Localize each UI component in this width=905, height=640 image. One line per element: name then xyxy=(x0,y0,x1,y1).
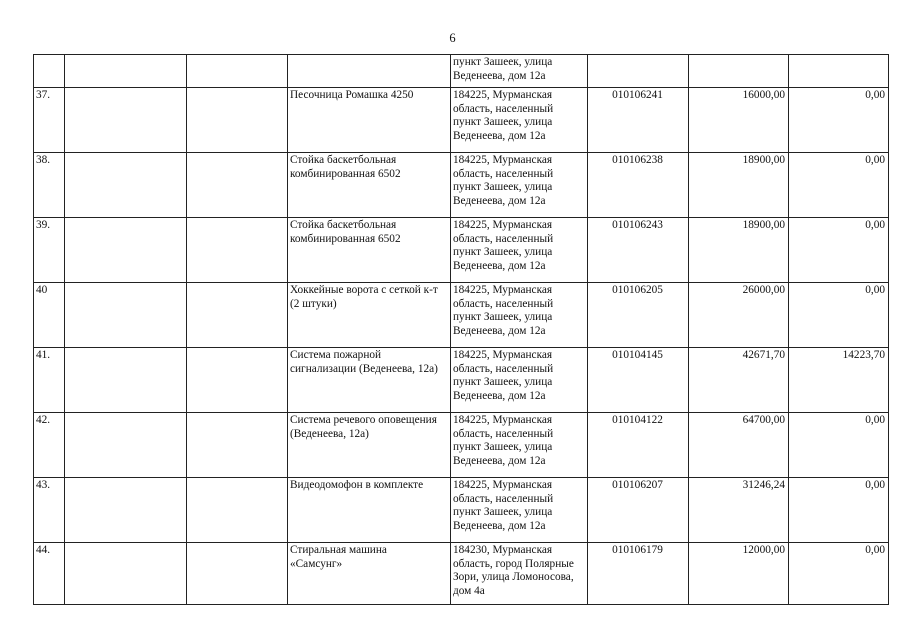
name-line: Стойка баскетбольная xyxy=(290,219,397,231)
address-line: Веденеева, дом 12а xyxy=(453,129,546,142)
name-cell xyxy=(288,348,451,413)
residual-cell: 0,00 xyxy=(789,283,889,348)
residual-cell: 0,00 xyxy=(789,478,889,543)
name-cell xyxy=(288,55,451,88)
table-row xyxy=(34,153,889,218)
address-cell xyxy=(451,218,588,283)
address-line: область, населенный xyxy=(453,427,554,440)
name-cell xyxy=(288,88,451,153)
name-line: сигнализации (Веденеева, 12а) xyxy=(290,362,438,375)
name-line: Видеодомофон в комплекте xyxy=(290,479,424,491)
property-register-table xyxy=(33,54,889,605)
cost-cell: 16000,00 xyxy=(689,88,789,153)
cost-cell: 12000,00 xyxy=(689,543,789,605)
number-cell: 37. xyxy=(34,88,65,153)
continuation-row xyxy=(34,55,889,88)
cost-cell xyxy=(689,55,789,88)
address-cell xyxy=(451,88,588,153)
name-cell xyxy=(288,543,451,605)
number-cell: 44. xyxy=(34,543,65,605)
inventory-cell: 010106241 xyxy=(588,88,689,153)
number-cell: 40 xyxy=(34,283,65,348)
empty-cell xyxy=(65,55,187,88)
address-line: Веденеева, дом 12а xyxy=(453,519,546,532)
name-line: (Веденеева, 12а) xyxy=(290,427,369,440)
address-line: пункт Зашеек, улица xyxy=(453,181,553,194)
address-line: область, населенный xyxy=(453,102,554,115)
address-line: 184225, Мурманская xyxy=(453,349,553,361)
empty-cell xyxy=(65,283,187,348)
residual-cell xyxy=(789,55,889,88)
empty-cell xyxy=(187,218,288,283)
address-line: 184225, Мурманская xyxy=(453,89,553,101)
address-cell xyxy=(451,413,588,478)
residual-cell: 14223,70 xyxy=(789,348,889,413)
name-line: «Самсунг» xyxy=(290,557,343,570)
empty-cell xyxy=(187,88,288,153)
address-line: пункт Зашеек, улица xyxy=(453,376,553,389)
address-line: пункт Зашеек, улица xyxy=(453,506,553,519)
address-cell xyxy=(451,348,588,413)
name-line: Стиральная машина xyxy=(290,544,387,556)
empty-cell xyxy=(187,478,288,543)
address-line: 184225, Мурманская xyxy=(453,219,553,231)
number-cell: 38. xyxy=(34,153,65,218)
address-line: Веденеева, дом 12а xyxy=(453,194,546,207)
address-cell xyxy=(451,478,588,543)
empty-cell xyxy=(187,153,288,218)
address-line: Веденеева, дом 12а xyxy=(453,324,546,337)
name-cell xyxy=(288,218,451,283)
empty-cell xyxy=(65,543,187,605)
address-line: пункт Зашеек, улица xyxy=(453,56,553,68)
inventory-cell: 010104122 xyxy=(588,413,689,478)
empty-cell xyxy=(65,348,187,413)
table-row xyxy=(34,478,889,543)
address-line: пункт Зашеек, улица xyxy=(453,441,553,454)
name-cell xyxy=(288,153,451,218)
address-line: Веденеева, дом 12а xyxy=(453,454,546,467)
address-cell xyxy=(451,543,588,605)
inventory-cell xyxy=(588,55,689,88)
empty-cell xyxy=(187,543,288,605)
name-line: Хоккейные ворота с сеткой к-т xyxy=(290,284,438,296)
name-line: комбинированная 6502 xyxy=(290,167,401,180)
inventory-cell: 010106205 xyxy=(588,283,689,348)
cost-cell: 26000,00 xyxy=(689,283,789,348)
empty-cell xyxy=(187,348,288,413)
cost-cell: 64700,00 xyxy=(689,413,789,478)
residual-cell: 0,00 xyxy=(789,88,889,153)
address-cell xyxy=(451,55,588,88)
inventory-cell: 010104145 xyxy=(588,348,689,413)
address-cell xyxy=(451,153,588,218)
empty-cell xyxy=(65,88,187,153)
name-cell xyxy=(288,283,451,348)
address-line: 184225, Мурманская xyxy=(453,284,553,296)
inventory-cell: 010106238 xyxy=(588,153,689,218)
inventory-cell: 010106207 xyxy=(588,478,689,543)
empty-cell xyxy=(187,413,288,478)
address-line: 184225, Мурманская xyxy=(453,479,553,491)
address-line: 184225, Мурманская xyxy=(453,154,553,166)
address-line: область, населенный xyxy=(453,297,554,310)
empty-cell xyxy=(65,153,187,218)
cost-cell: 18900,00 xyxy=(689,153,789,218)
address-line: Зори, улица Ломоносова, xyxy=(453,571,574,584)
table-row xyxy=(34,88,889,153)
table-row xyxy=(34,218,889,283)
address-line: пункт Зашеек, улица xyxy=(453,311,553,324)
number-cell: 42. xyxy=(34,413,65,478)
address-line: область, город Полярные xyxy=(453,557,574,570)
empty-cell xyxy=(187,283,288,348)
number-cell xyxy=(34,55,65,88)
number-cell: 39. xyxy=(34,218,65,283)
address-line: область, населенный xyxy=(453,232,554,245)
page-number: 6 xyxy=(449,31,456,45)
address-line: область, населенный xyxy=(453,492,554,505)
empty-cell xyxy=(65,413,187,478)
address-line: Веденеева, дом 12а xyxy=(453,259,546,272)
cost-cell: 42671,70 xyxy=(689,348,789,413)
empty-cell xyxy=(65,218,187,283)
residual-cell: 0,00 xyxy=(789,413,889,478)
name-line: Система речевого оповещения xyxy=(290,414,437,426)
address-line: область, населенный xyxy=(453,362,554,375)
inventory-cell: 010106243 xyxy=(588,218,689,283)
number-cell: 41. xyxy=(34,348,65,413)
name-line: Система пожарной xyxy=(290,349,382,361)
name-cell xyxy=(288,478,451,543)
empty-cell xyxy=(65,478,187,543)
table-row xyxy=(34,413,889,478)
name-line: комбинированная 6502 xyxy=(290,232,401,245)
address-line: Веденеева, дом 12а xyxy=(453,69,546,82)
address-cell xyxy=(451,283,588,348)
cost-cell: 31246,24 xyxy=(689,478,789,543)
table-row xyxy=(34,283,889,348)
name-line: (2 штуки) xyxy=(290,297,337,310)
address-line: пункт Зашеек, улица xyxy=(453,246,553,259)
address-line: область, населенный xyxy=(453,167,554,180)
residual-cell: 0,00 xyxy=(789,218,889,283)
number-cell: 43. xyxy=(34,478,65,543)
address-line: Веденеева, дом 12а xyxy=(453,389,546,402)
address-line: 184230, Мурманская xyxy=(453,544,553,556)
name-cell xyxy=(288,413,451,478)
inventory-cell: 010106179 xyxy=(588,543,689,605)
table-row xyxy=(34,543,889,605)
cost-cell: 18900,00 xyxy=(689,218,789,283)
table-row xyxy=(34,348,889,413)
residual-cell: 0,00 xyxy=(789,153,889,218)
empty-cell xyxy=(187,55,288,88)
name-line: Песочница Ромашка 4250 xyxy=(290,89,414,101)
residual-cell: 0,00 xyxy=(789,543,889,605)
address-line: пункт Зашеек, улица xyxy=(453,116,553,129)
address-line: 184225, Мурманская xyxy=(453,414,553,426)
name-line: Стойка баскетбольная xyxy=(290,154,397,166)
address-line: дом 4а xyxy=(453,584,485,597)
